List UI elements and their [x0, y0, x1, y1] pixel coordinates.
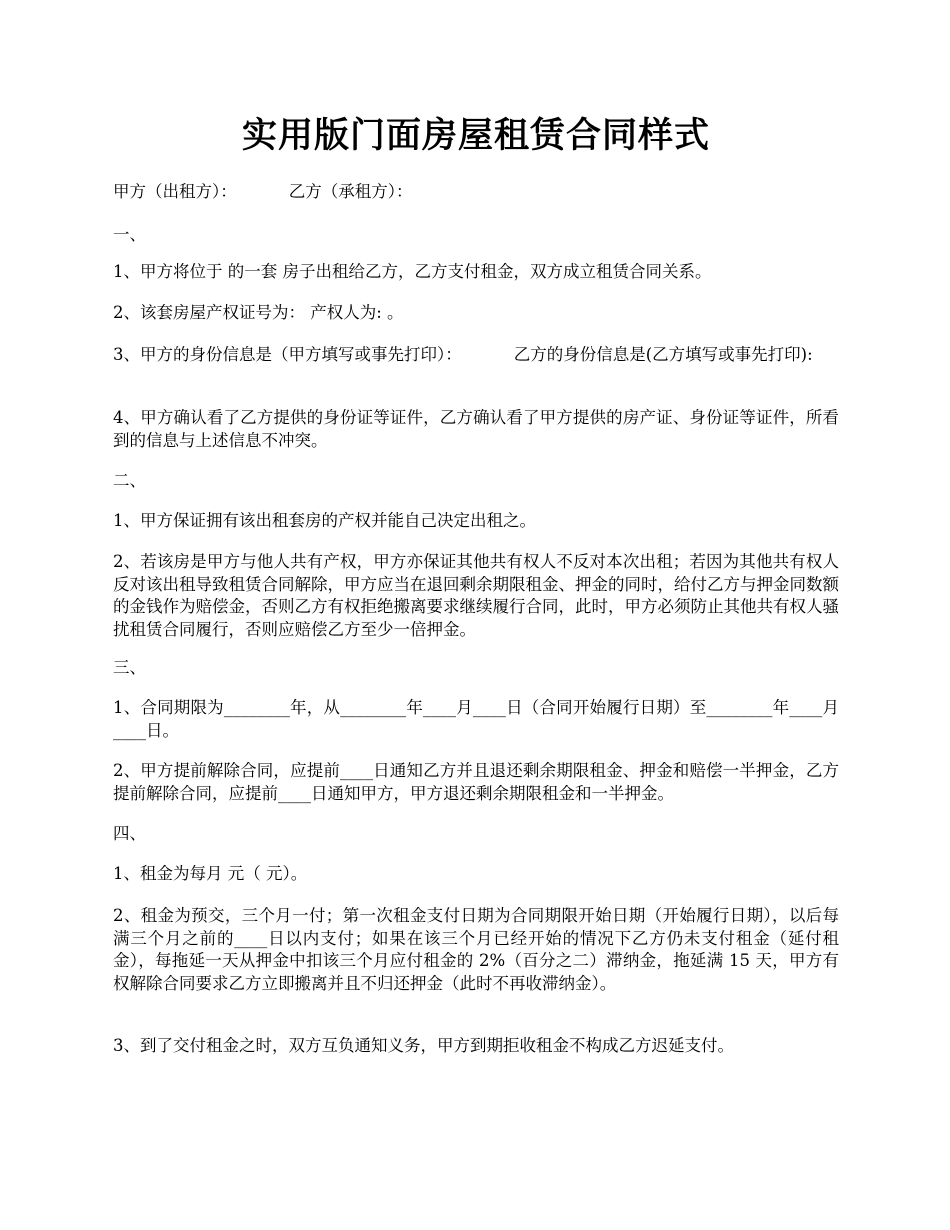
- section-1-heading: 一、: [113, 225, 146, 244]
- section-1-clause-4: 4、甲方确认看了乙方提供的身份证等证件，乙方确认看了甲方提供的房产证、身份证等证件，所看到的信息与上述信息不冲突。: [113, 408, 839, 450]
- section-2-heading: 二、: [113, 471, 146, 490]
- section-4-clause-3: 3、到了交付租金之时，双方互负通知义务，甲方到期拒收租金不构成乙方迟延支付。: [113, 1036, 734, 1055]
- section-4-heading: 四、: [113, 824, 146, 843]
- section-3-clause-2: 2、甲方提前解除合同，应提前____日通知乙方并且退还剩余期限租金、押金和赔偿一半押金，乙方提前解除合同，应提前____日通知甲方，甲方退还剩余期限租金和一半押金。: [113, 761, 839, 803]
- parties-line: [113, 181, 839, 204]
- party-a-label: 甲方（出租方）：: [113, 182, 237, 201]
- section-4-clause-2: 2、租金为预交，三个月一付；第一次租金支付日期为合同期限开始日期（开始履行日期），以后每满三个月之前的____日以内支付；如果在该三个月已经开始的情况下乙方仍未支付租金（延付租金），每拖延一天从押金中扣该三个月应付租金的 2%（百分之二）滞纳金，拖延满 15 天，甲方有权解除合同要求乙方立即搬离并且不归还押金（此时不再收滞纳金）。: [113, 906, 839, 993]
- party-b-identity-label: 乙方的身份信息是(乙方填写或事先打印):: [513, 345, 813, 364]
- section-1-clause-3: [113, 344, 839, 367]
- party-a-identity-label: 3、甲方的身份信息是（甲方填写或事先打印）：: [113, 345, 462, 364]
- section-1-clause-2: 2、该套房屋产权证号为： 产权人为: 。: [113, 303, 404, 322]
- section-3-clause-1: 1、合同期限为________年，从________年____月____日（合同开始履行日期）至________年____月____日。: [113, 698, 839, 740]
- document-title: 实用版门面房屋租赁合同样式: [241, 115, 710, 156]
- section-2-clause-1: 1、甲方保证拥有该出租套房的产权并能自己决定出租之。: [113, 511, 536, 530]
- party-b-label: 乙方（承租方）：: [288, 182, 413, 201]
- section-3-heading: 三、: [113, 658, 146, 677]
- section-1-clause-1: 1、甲方将位于 的一套 房子出租给乙方，乙方支付租金，双方成立租赁合同关系。: [113, 262, 712, 281]
- section-4-clause-1: 1、租金为每月 元（ 元）。: [113, 864, 308, 883]
- section-2-clause-2: 2、若该房是甲方与他人共有产权，甲方亦保证其他共有权人不反对本次出租；若因为其他共有权人反对该出租导致租赁合同解除，甲方应当在退回剩余期限租金、押金的同时，给付乙方与押金同数额的金钱作为赔偿金，否则乙方有权拒绝搬离要求继续履行合同，此时，甲方必须防止其他共有权人骚扰租赁合同履行，否则应赔偿乙方至少一倍押金。: [113, 552, 839, 639]
